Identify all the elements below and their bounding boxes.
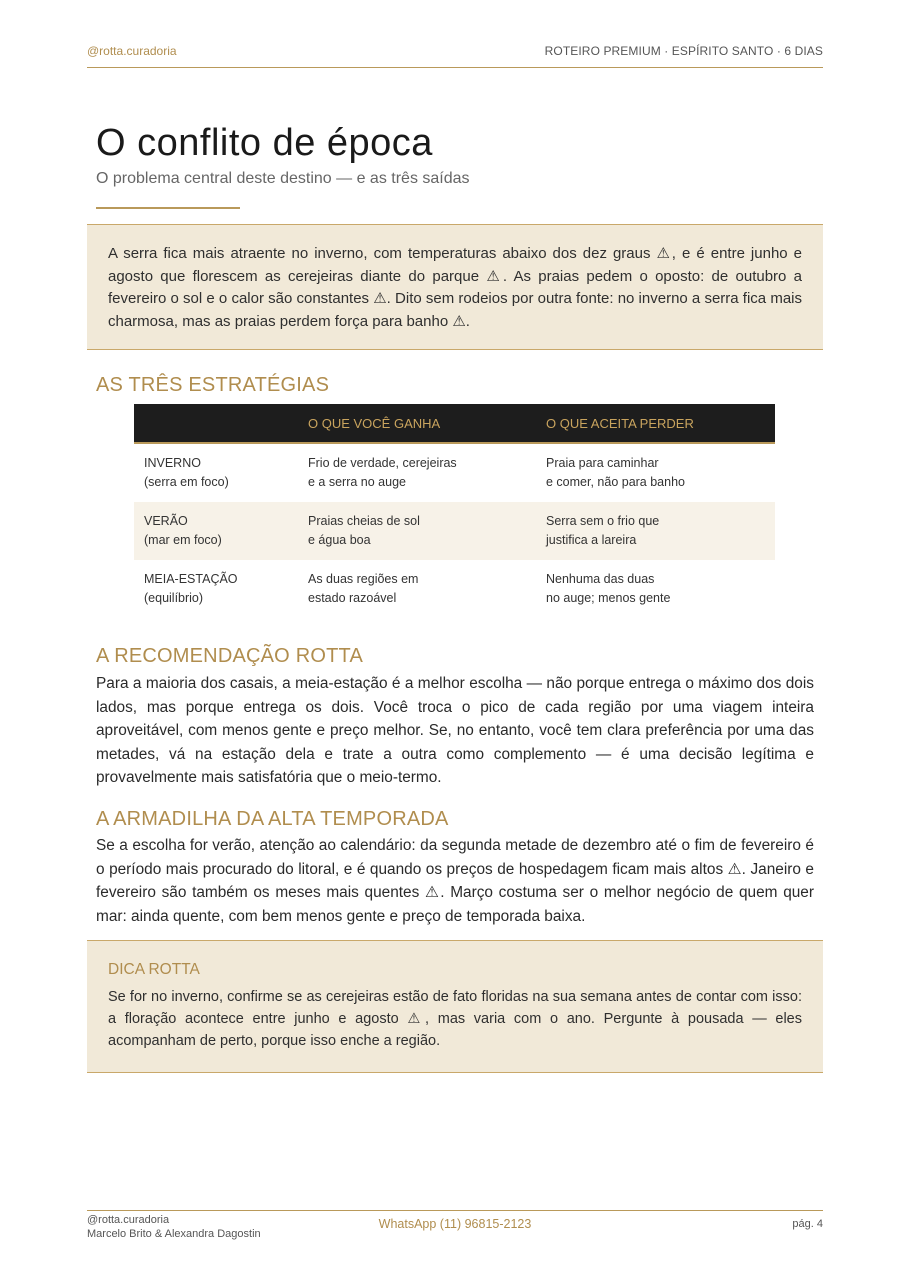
- trap-heading: A ARMADILHA DA ALTA TEMPORADA: [96, 808, 449, 830]
- table-row: [134, 502, 775, 560]
- tip-callout: [87, 940, 823, 1073]
- tip-title: DICA ROTTA: [108, 961, 200, 978]
- intro-callout: [87, 224, 823, 350]
- strategy-name: VERÃO: [144, 514, 188, 528]
- strategy-name-cell: [134, 560, 298, 618]
- column-header-loss: O QUE ACEITA PERDER: [536, 404, 775, 443]
- loss-line: Nenhuma das duas: [546, 572, 655, 586]
- page-number: pág. 4: [792, 1218, 823, 1230]
- strategy-name-cell: [134, 443, 298, 502]
- strategy-sub: (mar em foco): [144, 533, 222, 547]
- strategy-name: INVERNO: [144, 456, 201, 470]
- tip-text: Se for no inverno, confirme se as cerejeiras estão de fato floridas na sua semana antes de contar com isso: a floração acontece entre junho e agosto ⚠, mas varia com o ano. Pergunte à pousada — eles acompanham de perto, porque isso enche a região.: [108, 989, 802, 1049]
- strategies-table: [134, 404, 775, 618]
- column-header-gain: O QUE VOCÊ GANHA: [298, 404, 536, 443]
- gain-line: Frio de verdade, cerejeiras: [308, 456, 457, 470]
- column-header: [134, 404, 298, 443]
- loss-line: Serra sem o frio que: [546, 514, 660, 528]
- table-header-row: [134, 404, 775, 443]
- loss-line: Praia para caminhar: [546, 456, 659, 470]
- page-footer: [87, 1210, 823, 1245]
- recommendation-heading: A RECOMENDAÇÃO ROTTA: [96, 645, 363, 667]
- strategy-name: MEIA-ESTAÇÃO: [144, 572, 238, 586]
- loss-cell: [536, 560, 775, 618]
- strategies-heading: AS TRÊS ESTRATÉGIAS: [96, 374, 330, 396]
- strategy-sub: (serra em foco): [144, 475, 229, 489]
- gain-line: e a serra no auge: [308, 475, 406, 489]
- trap-text: Se a escolha for verão, atenção ao calendário: da segunda metade de dezembro até o fim de fevereiro é o período mais procurado do litoral, e é quando os preços de hospedagem ficam mais altos ⚠. Janeiro e fevereiro são também os meses mais quentes ⚠. Março costuma ser o melhor negócio de quem quer mar: ainda quente, com bem menos gente e preço de temporada baixa.: [96, 837, 814, 925]
- gain-line: Praias cheias de sol: [308, 514, 420, 528]
- title-divider: [96, 207, 240, 209]
- intro-text: A serra fica mais atraente no inverno, com temperaturas abaixo dos dez graus ⚠, e é entre junho e agosto que florescem as cerejeiras diante do parque ⚠. As praias pedem o oposto: de outubro a fevereiro o sol e o calor são constantes ⚠. Dito sem rodeios por outra fonte: no inverno a serra fica mais charmosa, mas as praias perdem força para banho ⚠.: [108, 245, 802, 330]
- page-title: O conflito de época: [96, 122, 433, 164]
- header-doc-title: ROTEIRO PREMIUM · ESPÍRITO SANTO · 6 DIAS: [544, 44, 823, 58]
- header-handle: @rotta.curadoria: [87, 44, 177, 58]
- recommendation-text: Para a maioria dos casais, a meia-estação é a melhor escolha — não porque entrega o máximo dos dois lados, mas porque entrega os dois. Você troca o pico de cada região por uma viagem inteira aproveitável, com menos gente e preço melhor. Se, no entanto, você tem clara preferência por uma das metades, vá na estação dela e trate a outra como complemento — é uma decisão legítima e provavelmente mais satisfatória que o meio-termo.: [96, 675, 814, 787]
- loss-cell: [536, 502, 775, 560]
- table-row: [134, 443, 775, 502]
- strategy-name-cell: [134, 502, 298, 560]
- page-subtitle: O problema central deste destino — e as três saídas: [96, 170, 470, 187]
- table-row: [134, 560, 775, 618]
- gain-line: As duas regiões em: [308, 572, 419, 586]
- gain-cell: [298, 502, 536, 560]
- gain-cell: [298, 443, 536, 502]
- loss-line: no auge; menos gente: [546, 591, 671, 605]
- page-header: [87, 44, 823, 68]
- gain-cell: [298, 560, 536, 618]
- footer-handle: @rotta.curadoria: [87, 1214, 170, 1226]
- loss-line: e comer, não para banho: [546, 475, 685, 489]
- strategy-sub: (equilíbrio): [144, 591, 204, 605]
- footer-authors: Marcelo Brito & Alexandra Dagostin: [87, 1228, 261, 1240]
- gain-line: estado razoável: [308, 591, 397, 605]
- footer-whatsapp: WhatsApp (11) 96815-2123: [378, 1217, 532, 1231]
- loss-line: justifica a lareira: [546, 533, 637, 547]
- gain-line: e água boa: [308, 533, 371, 547]
- loss-cell: [536, 443, 775, 502]
